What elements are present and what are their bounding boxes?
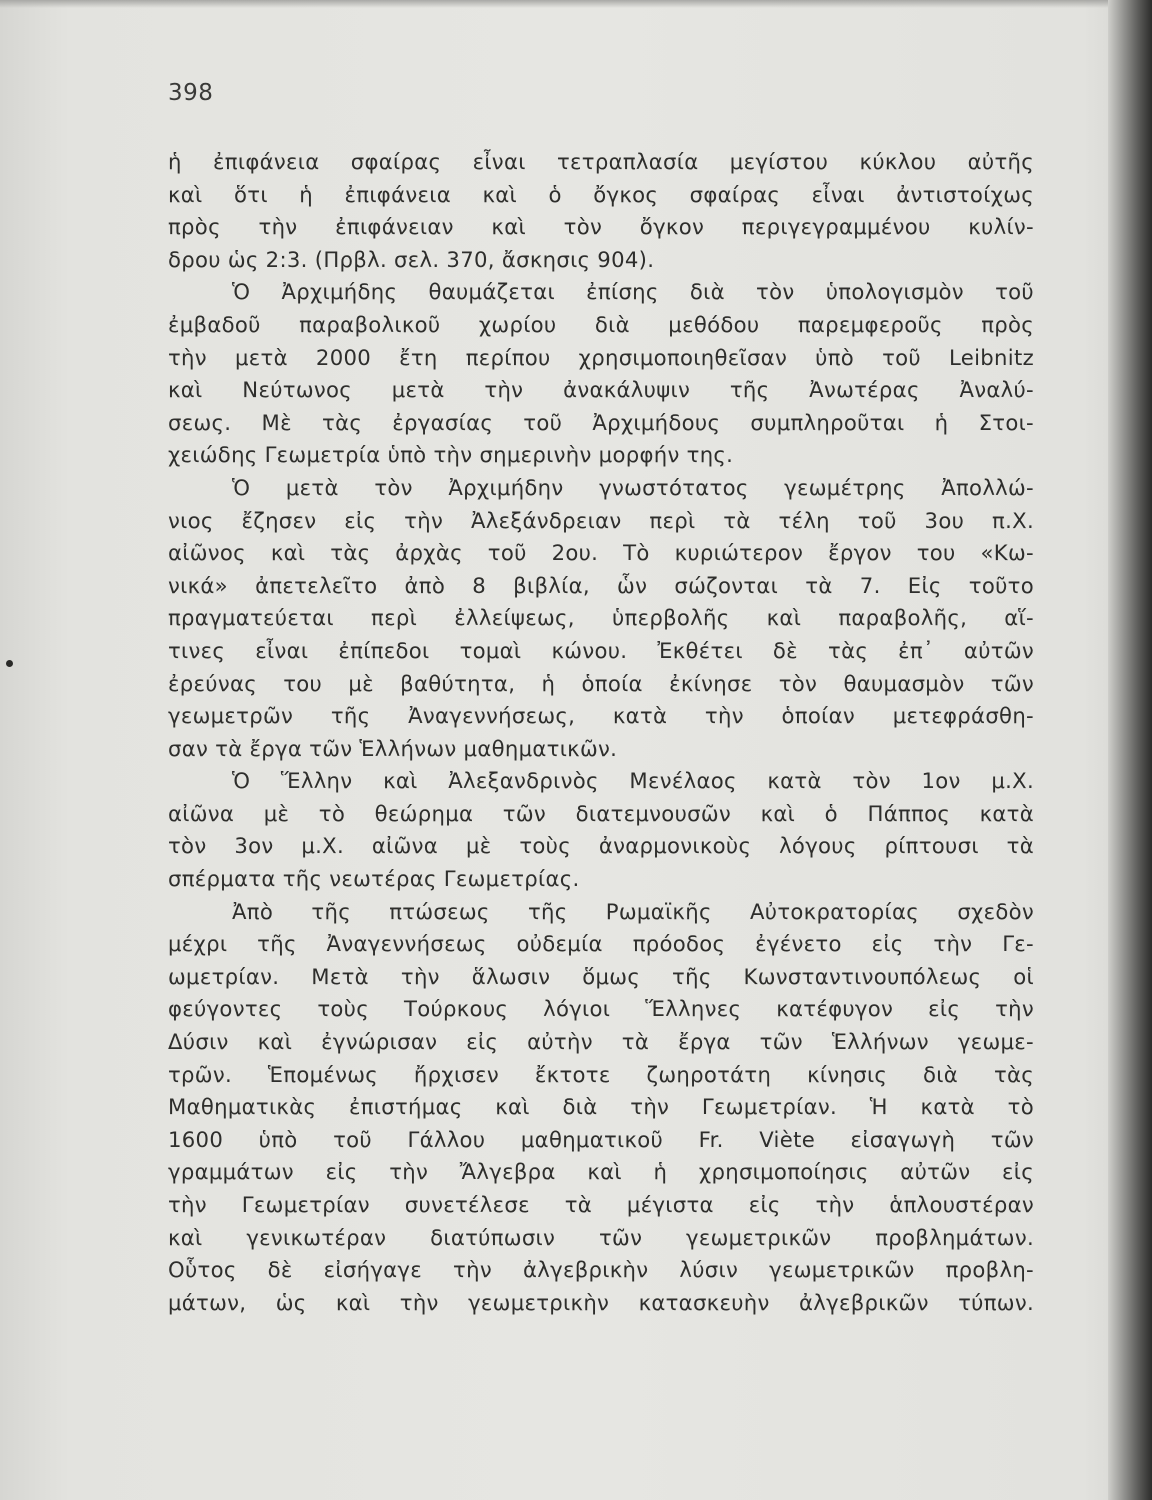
text-line: καὶ ὅτι ἡ ἐπιφάνεια καὶ ὁ ὄγκος σφαίρας εἶναι ἀντιστοίχως <box>168 181 1034 207</box>
text-line: 1600 ὑπὸ τοῦ Γάλλου μαθηματικοῦ Fr. Viète εἰσαγωγὴ τῶν <box>168 1126 1034 1152</box>
text-line: καὶ Νεύτωνος μετὰ τὴν ἀνακάλυψιν τῆς Ἀνωτέρας Ἀναλύ- <box>168 377 1034 403</box>
text-line: πραγματεύεται περὶ ἐλλείψεως, ὑπερβολῆς καὶ παραβολῆς, αἵ- <box>168 605 1034 631</box>
page-top-shadow <box>0 0 1152 8</box>
scan-speck <box>6 660 13 667</box>
text-line: γραμμάτων εἰς τὴν Ἄλγεβρα καὶ ἡ χρησιμοποίησις αὐτῶν εἰς <box>168 1159 1034 1185</box>
text-line: σαν τὰ ἔργα τῶν Ἑλλήνων μαθηματικῶν. <box>168 735 618 761</box>
text-line: νικά» ἀπετελεῖτο ἀπὸ 8 βιβλία, ὧν σώζονται τὰ 7. Εἰς τοῦτο <box>168 572 1034 598</box>
text-line: μάτων, ὡς καὶ τὴν γεωμετρικὴν κατασκευὴν ἀλγεβρικῶν τύπων. <box>168 1289 1034 1315</box>
text-line: αἰῶνος καὶ τὰς ἀρχὰς τοῦ 2ου. Τὸ κυριώτερον ἔργον του «Κω- <box>168 540 1034 566</box>
text-line: τὴν Γεωμετρίαν συνετέλεσε τὰ μέγιστα εἰς τὴν ἁπλουστέραν <box>168 1192 1034 1217</box>
text-line: τὸν 3ον μ.Χ. αἰῶνα μὲ τοὺς ἀναρμονικοὺς λόγους ρίπτουσι τὰ <box>168 833 1034 859</box>
text-line: φεύγοντες τοὺς Τούρκους λόγιοι Ἕλληνες κατέφυγον εἰς τὴν <box>168 996 1034 1022</box>
page-number: 398 <box>168 80 214 106</box>
text-line: τινες εἶναι ἐπίπεδοι τομαὶ κώνου. Ἐκθέτει δὲ τὰς ἐπ᾽ αὐτῶν <box>168 637 1034 663</box>
text-line: χειώδης Γεωμετρία ὑπὸ τὴν σημερινὴν μορφήν της. <box>168 442 734 468</box>
text-line: δρου ὡς 2:3. (Πρβλ. σελ. 370, ἄσκησις 904). <box>168 246 655 272</box>
text-line: γεωμετρῶν τῆς Ἀναγεννήσεως, κατὰ τὴν ὁποίαν μετεφράσθη- <box>168 703 1034 729</box>
text-line: ἡ ἐπιφάνεια σφαίρας εἶναι τετραπλασία μεγίστου κύκλου αὐτῆς <box>168 149 1034 174</box>
text-line: ωμετρίαν. Μετὰ τὴν ἅλωσιν ὅμως τῆς Κωνσταντινουπόλεως οἱ <box>168 963 1034 989</box>
text-line: σεως. Μὲ τὰς ἐργασίας τοῦ Ἀρχιμήδους συμπληροῦται ἡ Στοι- <box>168 409 1034 435</box>
text-line: Μαθηματικὰς ἐπιστήμας καὶ διὰ τὴν Γεωμετρίαν. Ἡ κατὰ τὸ <box>168 1094 1034 1120</box>
text-line: Ὁ Ἀρχιμήδης θαυμάζεται ἐπίσης διὰ τὸν ὑπολογισμὸν τοῦ <box>232 279 1034 305</box>
text-line: ἐρεύνας του μὲ βαθύτητα, ἡ ὁποία ἐκίνησε τὸν θαυμασμὸν τῶν <box>168 670 1034 696</box>
text-line: Δύσιν καὶ ἐγνώρισαν εἰς αὐτὴν τὰ ἔργα τῶν Ἑλλήνων γεωμε- <box>168 1029 1034 1055</box>
text-line: αἰῶνα μὲ τὸ θεώρημα τῶν διατεμνουσῶν καὶ ὁ Πάππος κατὰ <box>168 800 1034 826</box>
text-line: ἐμβαδοῦ παραβολικοῦ χωρίου διὰ μεθόδου παρεμφεροῦς πρὸς <box>168 311 1034 337</box>
text-line: καὶ γενικωτέραν διατύπωσιν τῶν γεωμετρικῶν προβλημάτων. <box>168 1224 1034 1250</box>
text-line: Οὗτος δὲ εἰσήγαγε τὴν ἀλγεβρικὴν λύσιν γεωμετρικῶν προβλη- <box>168 1257 1034 1283</box>
text-line: Ὁ Ἕλλην καὶ Ἀλεξανδρινὸς Μενέλαος κατὰ τὸν 1ον μ.Χ. <box>232 768 1034 794</box>
text-line: τρῶν. Ἑπομένως ἤρχισεν ἔκτοτε ζωηροτάτη κίνησις διὰ τὰς <box>168 1061 1034 1087</box>
page-text <box>168 146 1034 1319</box>
text-line: Ὁ μετὰ τὸν Ἀρχιμήδην γνωστότατος γεωμέτρης Ἀπολλώ- <box>232 474 1034 500</box>
text-line: τὴν μετὰ 2000 ἔτη περίπου χρησιμοποιηθεῖσαν ὑπὸ τοῦ Leibnitz <box>168 344 1034 370</box>
text-line: Ἀπὸ τῆς πτώσεως τῆς Ρωμαϊκῆς Αὐτοκρατορίας σχεδὸν <box>232 898 1034 924</box>
text-line: πρὸς τὴν ἐπιφάνειαν καὶ τὸν ὄγκον περιγεγραμμένου κυλίν- <box>168 214 1034 240</box>
page-binding-shadow <box>1108 0 1152 1500</box>
text-line: σπέρματα τῆς νεωτέρας Γεωμετρίας. <box>168 866 580 892</box>
text-line: νιος ἔζησεν εἰς τὴν Ἀλεξάνδρειαν περὶ τὰ τέλη τοῦ 3ου π.Χ. <box>168 507 1034 533</box>
text-line: μέχρι τῆς Ἀναγεννήσεως οὐδεμία πρόοδος ἐγένετο εἰς τὴν Γε- <box>168 931 1034 957</box>
